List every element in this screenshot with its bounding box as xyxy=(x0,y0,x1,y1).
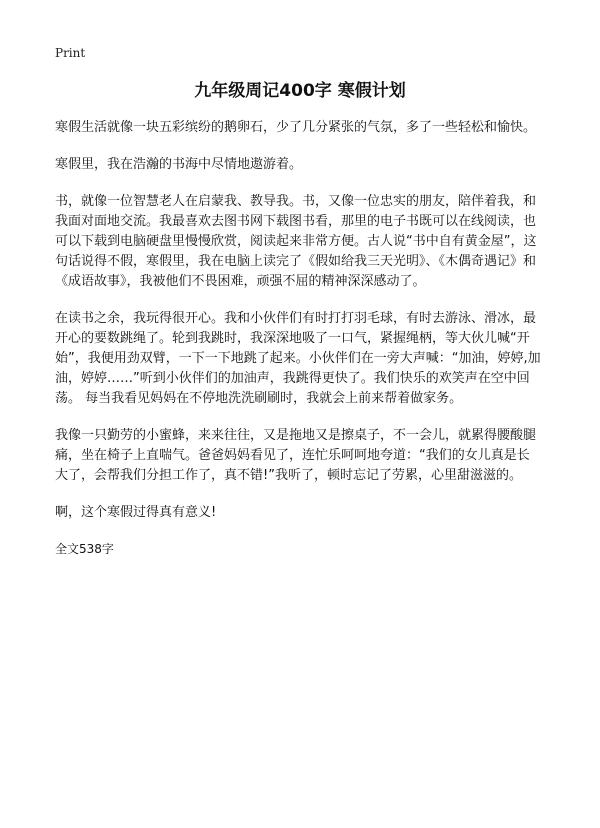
paragraph: 书，就像一位智慧老人在启蒙我、教导我。书，又像一位忠实的朋友，陪伴着我，和我面对面地交流。我最喜欢去图书网下载图书看，那里的电子书既可以在线阅读，也可以下载到电脑硬盘里慢慢欣赏，阅读起来非常方便。古人说“书中自有黄金屋”，这句话说得不假，寒假里，我在电脑上读完了《假如给我三天光明》、《木偶奇遇记》和《成语故事》，我被他们不畏困难，顽强不屈的精神深深感动了。 xyxy=(55,194,537,289)
paragraph: 寒假里，我在浩瀚的书海中尽情地遨游着。 xyxy=(55,157,303,172)
paragraph: 寒假生活就像一块五彩缤纷的鹅卵石，少了几分紧张的气氛，多了一些轻松和愉快。 xyxy=(55,120,537,135)
paragraph: 我像一只勤劳的小蜜蜂，来来往往，又是拖地又是擦桌子，不一会儿，就累得腰酸腿痛，坐在椅子上直喘气。爸爸妈妈看见了，连忙乐呵呵地夸道：“我们的女儿真是长大了，会帮我们分担工作了，真不错!”我听了，顿时忘记了劳累，心里甜滋滋的。 xyxy=(55,428,537,483)
article-body xyxy=(55,118,541,558)
word-count: 全文538字 xyxy=(55,542,114,556)
paragraph: 啊，这个寒假过得真有意义! xyxy=(55,505,217,520)
article-title: 九年级周记400字 寒假计划 xyxy=(194,81,406,101)
paragraph: 在读书之余，我玩得很开心。我和小伙伴们有时打打羽毛球，有时去游泳、滑冰，最开心的要数跳绳了。轮到我跳时，我深深地吸了一口气，紧握绳柄，等大伙儿喊“开始”，我便用劲双臂，一下一下地跳了起来。小伙伴们在一旁大声喊：“加油，婷婷,加油，婷婷……”听到小伙伴们的加油声，我跳得更快了。我们快乐的欢笑声在空中回荡。 每当我看见妈妈在不停地洗洗刷刷时，我就会上前来帮着做家务。 xyxy=(55,311,541,406)
print-link[interactable]: Print xyxy=(55,46,86,60)
